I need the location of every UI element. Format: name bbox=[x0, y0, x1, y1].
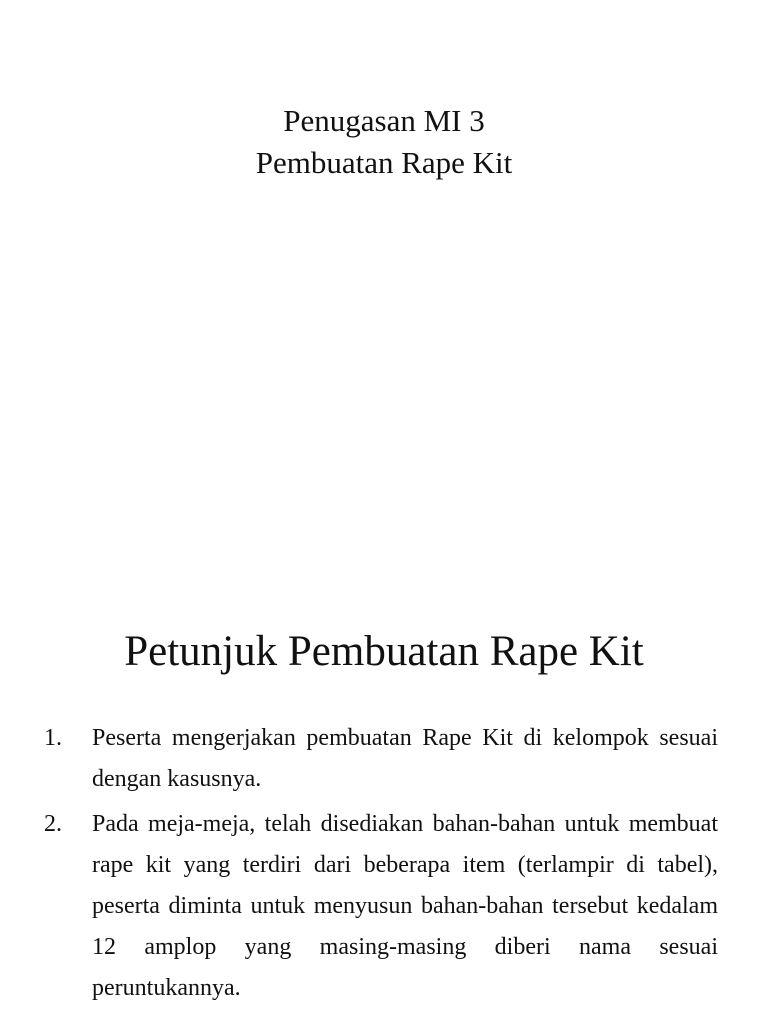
instructions-heading: Petunjuk Pembuatan Rape Kit bbox=[124, 628, 644, 675]
title-line-1: Penugasan MI 3 bbox=[283, 103, 485, 138]
list-item-number: 2. bbox=[44, 811, 62, 837]
list-item-text: Pada meja-meja, telah disediakan bahan-bahan untuk membuat rape kit yang terdiri dari beberapa item (terlampir di tabel), peserta diminta untuk menyusun bahan-bahan tersebut kedalam 12 amplop yang masing-masing diberi nama sesuai peruntukannya. bbox=[92, 811, 718, 1001]
title-line-2: Pembuatan Rape Kit bbox=[255, 145, 513, 180]
list-item bbox=[44, 718, 718, 800]
list-item-text: Peserta mengerjakan pembuatan Rape Kit di kelompok sesuai dengan kasusnya. bbox=[92, 725, 718, 792]
instructions-list bbox=[44, 718, 718, 1013]
list-item bbox=[44, 804, 718, 1009]
list-item-number: 1. bbox=[44, 725, 62, 751]
instructions-slide bbox=[0, 600, 768, 1024]
slide-title bbox=[0, 100, 768, 184]
